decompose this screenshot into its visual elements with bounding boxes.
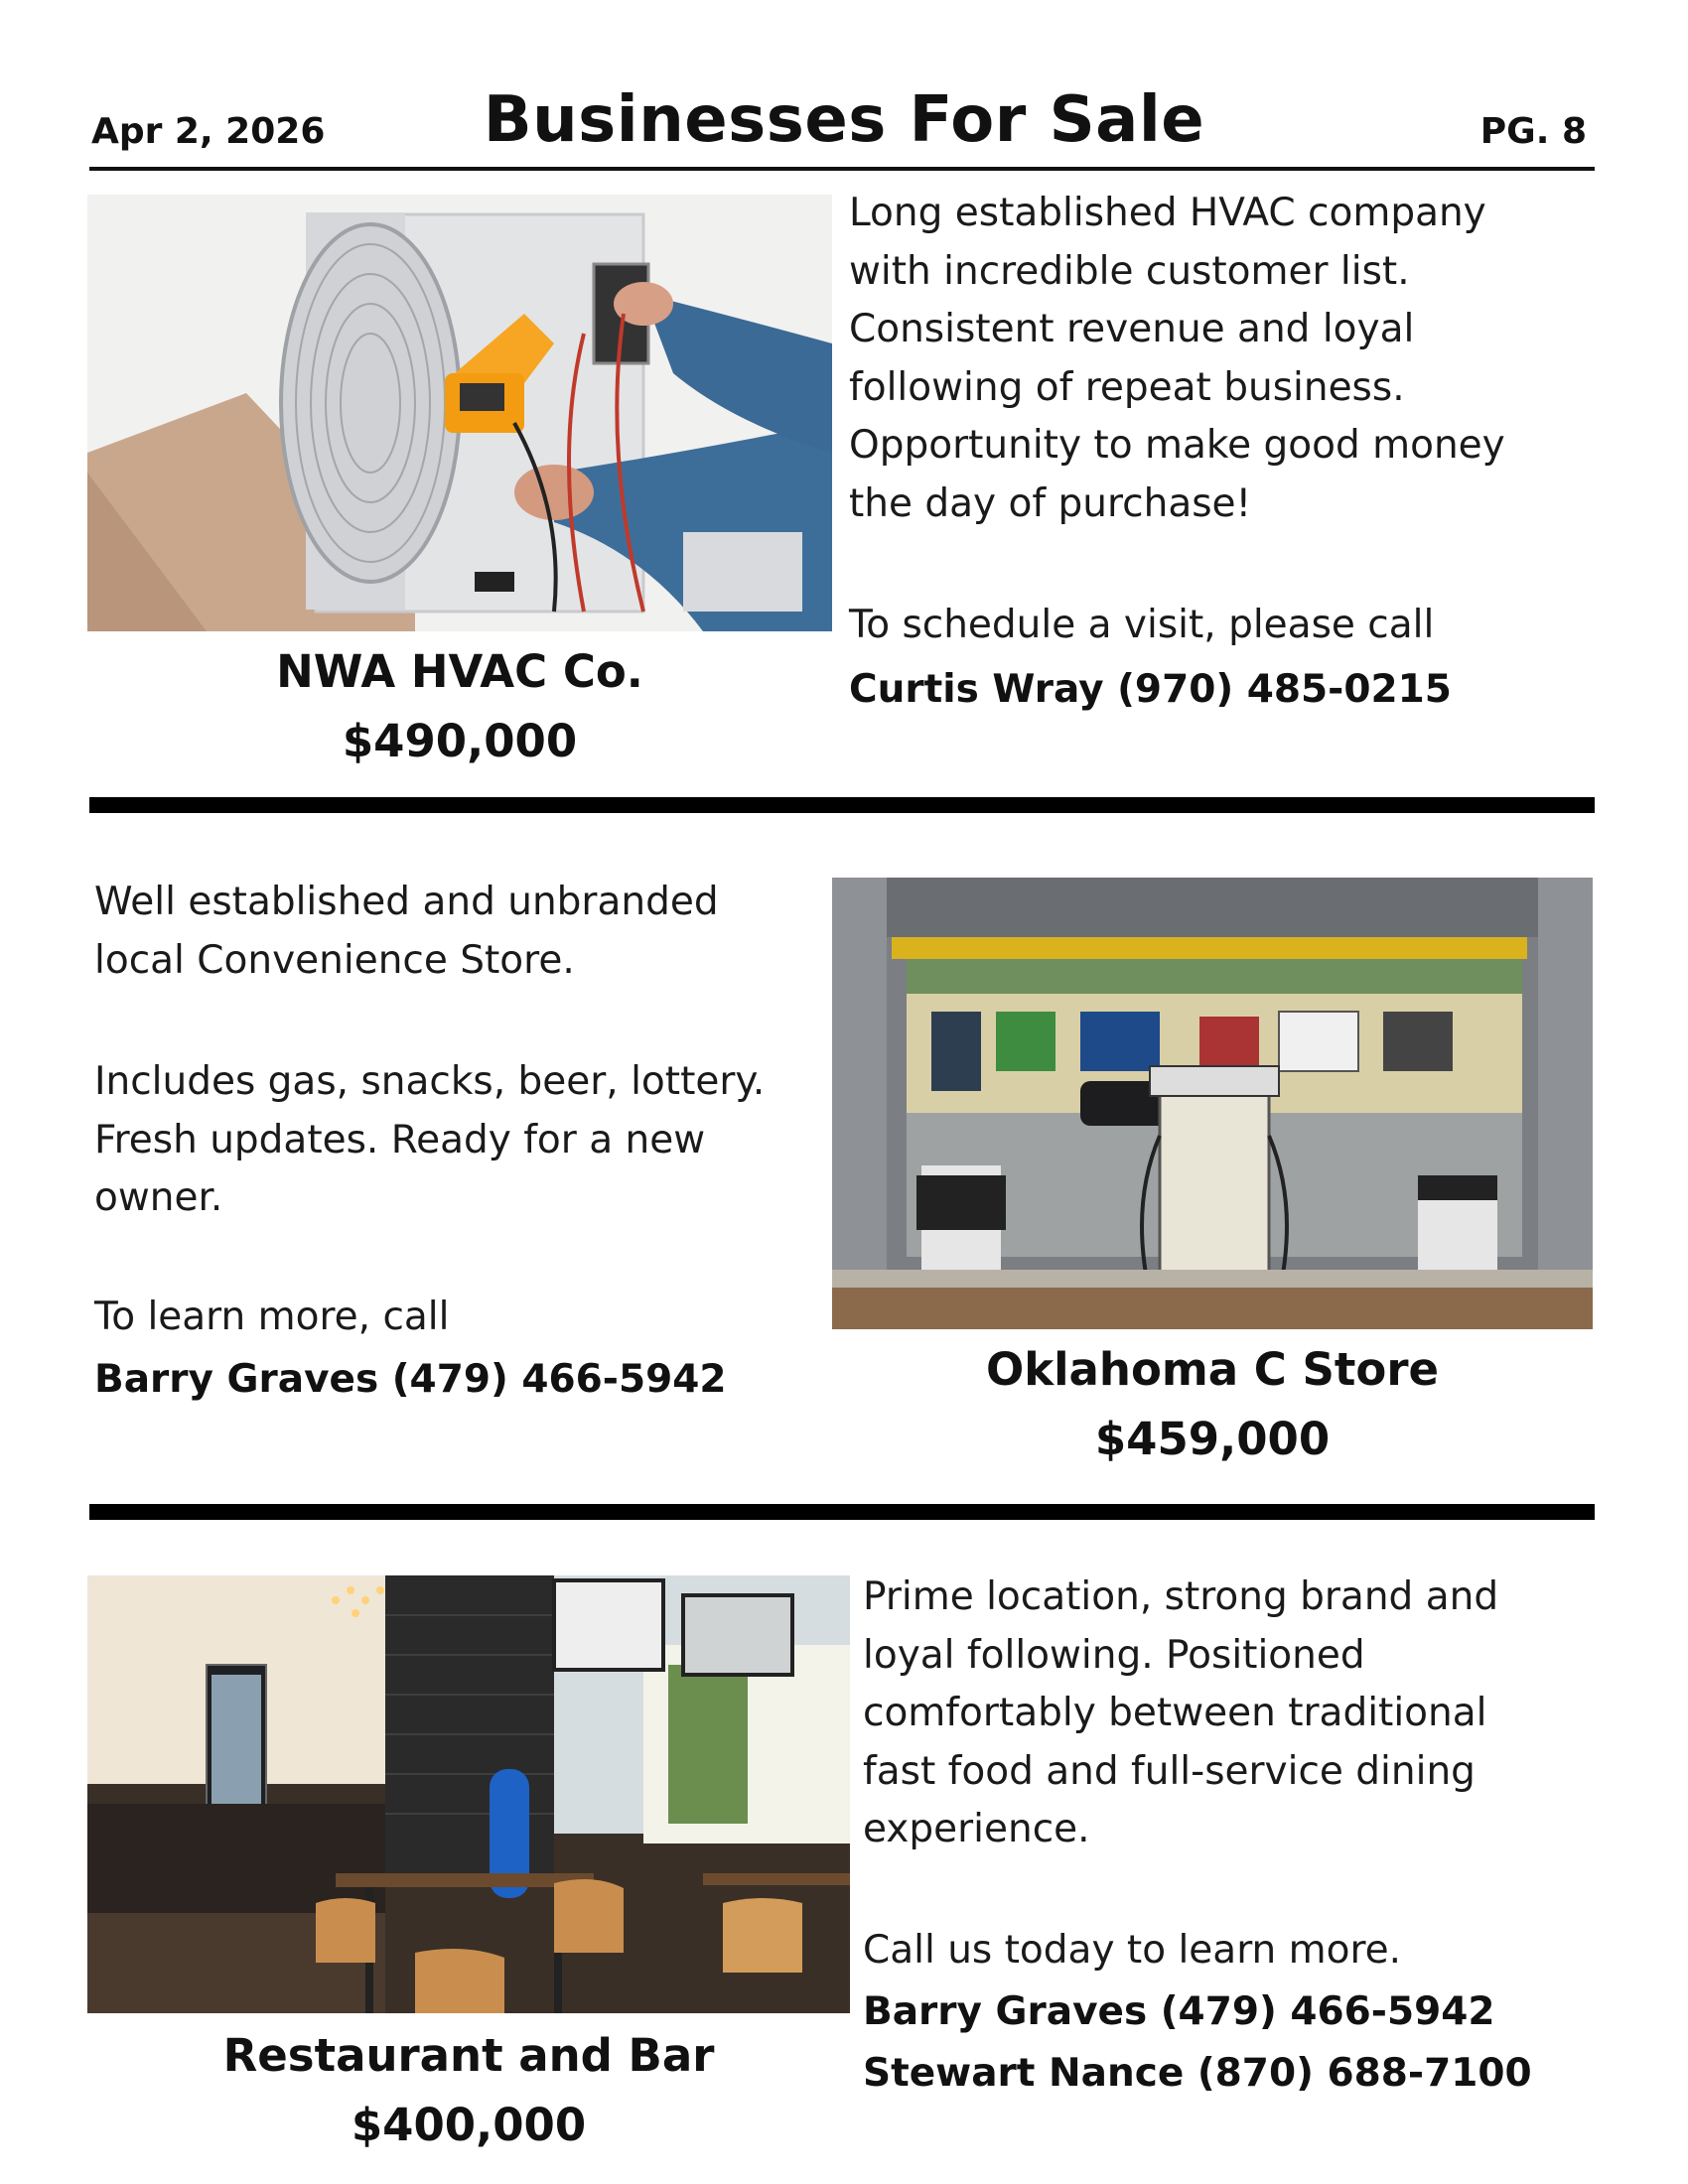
description-line: Consistent revenue and loyal xyxy=(849,307,1415,351)
listing-2-cta: To learn more, call xyxy=(94,1295,450,1339)
description-line: Opportunity to make good money xyxy=(849,423,1505,468)
listing-3-caption xyxy=(87,2021,850,2160)
listing-2-caption xyxy=(832,1335,1593,1474)
listing-3-description xyxy=(863,1569,1498,1859)
listing-2-contact: Barry Graves (479) 466-5942 xyxy=(94,1357,727,1402)
listing-2-description xyxy=(94,874,719,990)
hvac-technician-photo xyxy=(87,195,832,631)
listing-3-cta: Call us today to learn more. xyxy=(863,1928,1402,1973)
listing-1-cta: To schedule a visit, please call xyxy=(849,603,1435,647)
gas-station-photo xyxy=(832,878,1593,1329)
description-line: fast food and full-service dining xyxy=(863,1748,1476,1794)
listing-3-contact-1: Barry Graves (479) 466-5942 xyxy=(863,1989,1495,2034)
restaurant-interior-photo xyxy=(87,1575,850,2013)
description-line: the day of purchase! xyxy=(849,480,1252,526)
description-line: local Convenience Store. xyxy=(94,937,575,983)
description-line: following of repeat business. xyxy=(849,364,1405,410)
section-divider xyxy=(89,1504,1595,1520)
listing-1-name: NWA HVAC Co. xyxy=(276,645,643,698)
listing-3-price: $400,000 xyxy=(351,2099,587,2151)
description-line: Includes gas, snacks, beer, lottery. xyxy=(94,1059,766,1104)
description-line: Prime location, strong brand and xyxy=(863,1574,1499,1619)
listing-2-price: $459,000 xyxy=(1094,1413,1331,1465)
listing-2-description-2 xyxy=(94,1053,765,1228)
listing-2-name: Oklahoma C Store xyxy=(985,1343,1440,1396)
listing-1-price: $490,000 xyxy=(342,715,578,767)
listing-1-contact: Curtis Wray (970) 485-0215 xyxy=(849,667,1452,712)
description-line: Long established HVAC company xyxy=(849,191,1486,235)
header-rule xyxy=(89,167,1595,171)
listing-3-contact-2: Stewart Nance (870) 688-7100 xyxy=(863,2051,1532,2096)
description-line: with incredible customer list. xyxy=(849,248,1410,294)
description-line: owner. xyxy=(94,1175,223,1220)
description-line: Well established and unbranded xyxy=(94,880,719,924)
description-line: experience. xyxy=(863,1807,1090,1851)
issue-date: Apr 2, 2026 xyxy=(91,111,326,152)
page-number: PG. 8 xyxy=(1479,111,1587,152)
listing-3-name: Restaurant and Bar xyxy=(222,2029,715,2082)
section-divider xyxy=(89,797,1595,813)
description-line: loyal following. Positioned xyxy=(863,1632,1365,1678)
description-line: comfortably between traditional xyxy=(863,1691,1487,1735)
listing-1-caption xyxy=(87,637,832,776)
page-title: Businesses For Sale xyxy=(483,83,1205,157)
description-line: Fresh updates. Ready for a new xyxy=(94,1117,706,1162)
listing-1-description xyxy=(849,185,1505,533)
